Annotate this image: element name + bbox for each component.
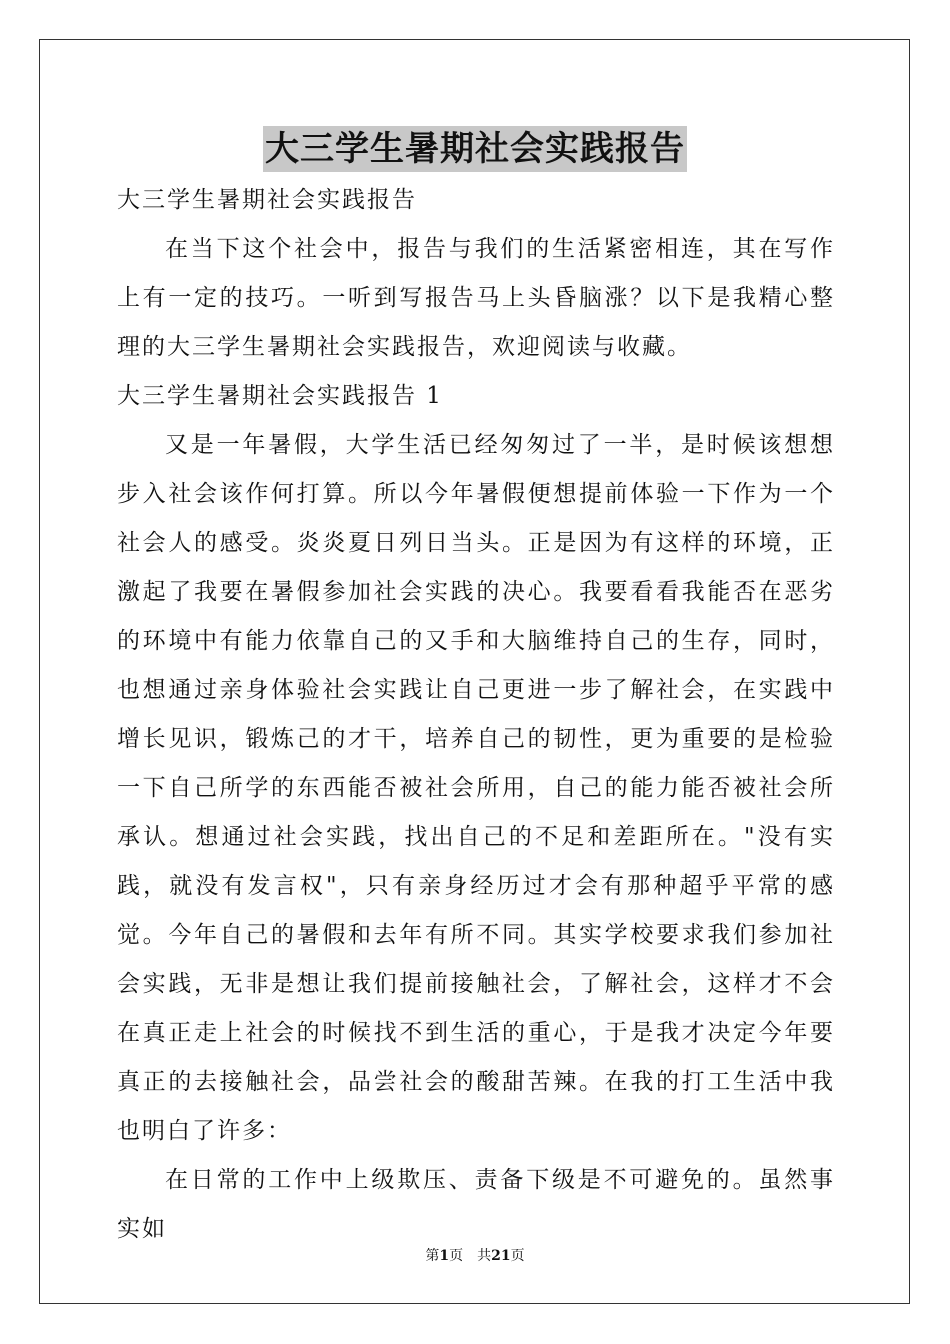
body-paragraph: 在日常的工作中上级欺压、责备下级是不可避免的。虽然事实如	[117, 1167, 835, 1242]
total-suffix: 页	[510, 1248, 525, 1264]
page-number: 1	[439, 1248, 450, 1264]
total-prefix: 共	[477, 1248, 492, 1264]
document-subtitle: 大三学生暑期社会实践报告	[117, 187, 417, 213]
total-pages: 21	[491, 1248, 511, 1264]
document-title: 大三学生暑期社会实践报告	[263, 126, 687, 172]
body-paragraph: 又是一年暑假，大学生活已经匆匆过了一半，是时候该想想步入社会该作何打算。所以今年暑假便想提前体验一下作为一个社会人的感受。炎炎夏日列日当头。正是因为有这样的环境，正激起了我要在暑假参加社会实践的决心。我要看看我能否在恶劣的环境中有能力依靠自己的又手和大脑维持自己的生存，同时，也想通过亲身体验社会实践让自己更进一步了解社会，在实践中增长见识，锻炼己的才干，培养自己的韧性，更为重要的是检验一下自己所学的东西能否被社会所用，自己的能力能否被社会所承认。想通过社会实践，找出自己的不足和差距所在。"没有实践，就没有发言权"，只有亲身经历过才会有那种超乎平常的感觉。今年自己的暑假和去年有所不同。其实学校要求我们参加社会实践，无非是想让我们提前接触社会，了解社会，这样才不会在真正走上社会的时候找不到生活的重心，于是我才决定今年要真正的去接触社会，品尝社会的酸甜苦辣。在我的打工生活中我也明白了许多：	[117, 432, 835, 1144]
title-wrap	[0, 126, 950, 172]
page-prefix: 第	[425, 1248, 440, 1264]
page-footer	[0, 1246, 950, 1266]
page-suffix: 页	[449, 1248, 464, 1264]
document-body	[117, 176, 835, 1254]
section-heading: 大三学生暑期社会实践报告 1	[117, 383, 443, 409]
intro-paragraph: 在当下这个社会中，报告与我们的生活紧密相连，其在写作上有一定的技巧。一听到写报告马上头昏脑涨？以下是我精心整理的大三学生暑期社会实践报告，欢迎阅读与收藏。	[117, 236, 835, 360]
